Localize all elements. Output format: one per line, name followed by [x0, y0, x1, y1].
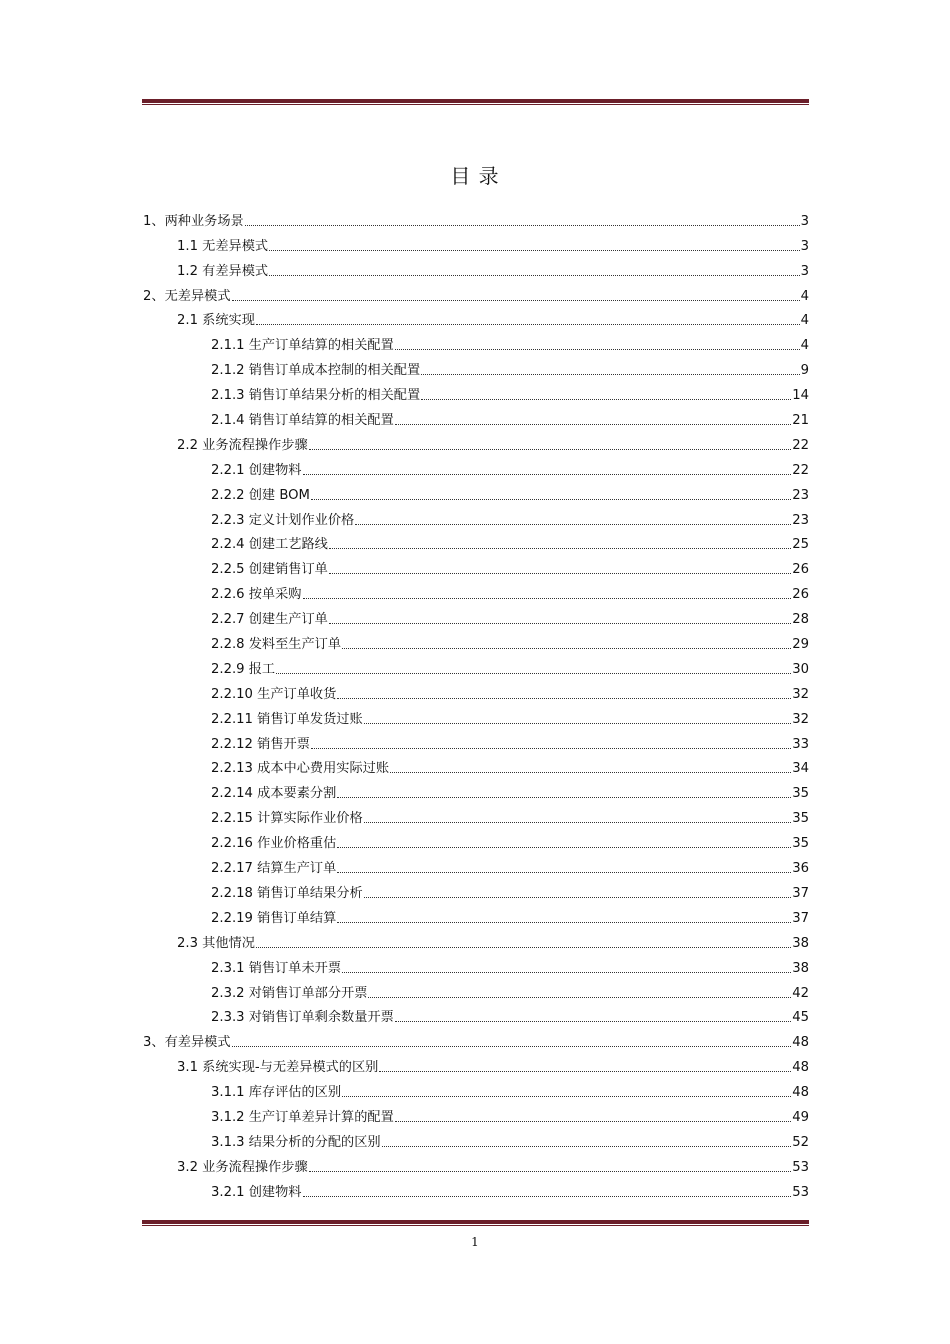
toc-entry[interactable] — [143, 329, 809, 354]
toc-entry[interactable] — [143, 454, 809, 479]
toc-leader-dots — [395, 348, 800, 350]
toc-leader-dots — [342, 971, 791, 973]
toc-entry[interactable] — [143, 827, 809, 852]
toc-entry-label: 2.2.11 销售订单发货过账 — [211, 711, 363, 727]
toc-entry-label: 2.2.1 创建物料 — [211, 462, 302, 478]
toc-entry-label: 2.2.10 生产订单收货 — [211, 686, 337, 702]
toc-leader-dots — [309, 1170, 792, 1172]
toc-entry-label: 3.1.3 结果分析的分配的区别 — [211, 1134, 381, 1150]
toc-entry[interactable] — [143, 479, 809, 504]
toc-entry-page: 38 — [792, 960, 809, 976]
toc-leader-dots — [232, 1045, 792, 1047]
toc-leader-dots — [303, 597, 792, 599]
toc-entry[interactable] — [143, 305, 809, 330]
toc-entry[interactable] — [143, 1126, 809, 1151]
toc-leader-dots — [382, 1145, 792, 1147]
toc-entry-page: 26 — [792, 587, 809, 603]
toc-leader-dots — [379, 1070, 791, 1072]
toc-entry[interactable] — [143, 354, 809, 379]
toc-entry-label: 2.3.3 对销售订单剩余数量开票 — [211, 1010, 394, 1026]
toc-entry[interactable] — [143, 205, 809, 230]
toc-entry-label: 2.2.2 创建 BOM — [211, 487, 310, 503]
toc-entry[interactable] — [143, 977, 809, 1002]
toc-leader-dots — [311, 747, 791, 749]
toc-entry-page: 23 — [792, 512, 809, 528]
toc-entry[interactable] — [143, 852, 809, 877]
toc-entry-page: 4 — [800, 313, 809, 329]
toc-leader-dots — [309, 448, 792, 450]
table-of-contents — [143, 205, 809, 1201]
toc-leader-dots — [390, 771, 791, 773]
footer-rule — [142, 1220, 809, 1226]
toc-entry-label: 3.1 系统实现-与无差异模式的区别 — [177, 1060, 379, 1076]
toc-entry-page: 53 — [792, 1184, 809, 1200]
toc-entry-page: 3 — [800, 263, 809, 279]
toc-entry-page: 33 — [792, 736, 809, 752]
toc-entry[interactable] — [143, 255, 809, 280]
toc-entry-page: 22 — [792, 437, 809, 453]
toc-entry[interactable] — [143, 1026, 809, 1051]
toc-entry[interactable] — [143, 1176, 809, 1201]
toc-leader-dots — [329, 547, 791, 549]
toc-entry-page: 34 — [792, 761, 809, 777]
toc-entry-label: 2.2.18 销售订单结果分析 — [211, 885, 363, 901]
toc-leader-dots — [245, 224, 800, 226]
toc-entry-page: 42 — [792, 985, 809, 1001]
toc-leader-dots — [269, 274, 800, 276]
toc-entry-page: 53 — [792, 1159, 809, 1175]
toc-entry-page: 4 — [800, 338, 809, 354]
toc-entry-page: 14 — [792, 388, 809, 404]
toc-entry-page: 48 — [792, 1060, 809, 1076]
toc-entry[interactable] — [143, 802, 809, 827]
toc-entry[interactable] — [143, 653, 809, 678]
toc-entry-page: 49 — [792, 1109, 809, 1125]
toc-leader-dots — [337, 796, 791, 798]
toc-entry-label: 1.1 无差异模式 — [177, 238, 269, 254]
toc-entry-label: 2.2.7 创建生产订单 — [211, 612, 328, 628]
toc-entry[interactable] — [143, 952, 809, 977]
toc-entry[interactable] — [143, 777, 809, 802]
toc-entry-page: 32 — [792, 711, 809, 727]
toc-entry-page: 36 — [792, 861, 809, 877]
toc-entry-page: 29 — [792, 637, 809, 653]
toc-entry[interactable] — [143, 877, 809, 902]
page-number: 1 — [471, 1235, 479, 1249]
toc-entry-label: 2.2.12 销售开票 — [211, 736, 310, 752]
toc-entry-label: 2.2.6 按单采购 — [211, 587, 302, 603]
toc-entry[interactable] — [143, 1151, 809, 1176]
toc-leader-dots — [232, 299, 800, 301]
toc-leader-dots — [342, 647, 791, 649]
toc-entry-page: 35 — [792, 786, 809, 802]
toc-entry[interactable] — [143, 628, 809, 653]
toc-entry-page: 45 — [792, 1010, 809, 1026]
toc-entry[interactable] — [143, 927, 809, 952]
toc-entry[interactable] — [143, 230, 809, 255]
toc-entry-label: 2.1.2 销售订单成本控制的相关配置 — [211, 363, 421, 379]
toc-entry[interactable] — [143, 429, 809, 454]
toc-entry-label: 2.2.9 报工 — [211, 661, 276, 677]
toc-entry-page: 9 — [800, 363, 809, 379]
toc-title: 目 录 — [450, 164, 500, 188]
toc-leader-dots — [256, 946, 791, 948]
toc-leader-dots — [256, 323, 800, 325]
toc-entry[interactable] — [143, 1002, 809, 1027]
toc-entry-label: 2.2.16 作业价格重估 — [211, 836, 337, 852]
toc-entry-label: 2.1.4 销售订单结算的相关配置 — [211, 413, 394, 429]
toc-entry-page: 37 — [792, 885, 809, 901]
toc-entry-page: 52 — [792, 1134, 809, 1150]
toc-entry[interactable] — [143, 1076, 809, 1101]
toc-entry-label: 2、无差异模式 — [143, 288, 231, 304]
toc-entry-label: 2.2.8 发料至生产订单 — [211, 637, 342, 653]
toc-entry-label: 1.2 有差异模式 — [177, 263, 269, 279]
toc-entry-label: 2.2.15 计算实际作业价格 — [211, 811, 363, 827]
toc-entry-page: 37 — [792, 910, 809, 926]
toc-leader-dots — [364, 896, 792, 898]
toc-entry-page: 21 — [792, 413, 809, 429]
toc-entry-page: 25 — [792, 537, 809, 553]
toc-entry-label: 2.2.19 销售订单结算 — [211, 910, 337, 926]
toc-entry-label: 2.3 其他情况 — [177, 935, 255, 951]
toc-entry-page: 32 — [792, 686, 809, 702]
toc-leader-dots — [368, 996, 791, 998]
toc-entry[interactable] — [143, 753, 809, 778]
toc-entry-page: 30 — [792, 661, 809, 677]
toc-leader-dots — [276, 672, 791, 674]
toc-entry[interactable] — [143, 578, 809, 603]
toc-entry-label: 3.2 业务流程操作步骤 — [177, 1159, 308, 1175]
toc-entry-page: 35 — [792, 836, 809, 852]
toc-entry[interactable] — [143, 603, 809, 628]
toc-entry-label: 3.1.2 生产订单差异计算的配置 — [211, 1109, 394, 1125]
toc-entry-label: 3.2.1 创建物料 — [211, 1184, 302, 1200]
toc-entry-label: 2.2.5 创建销售订单 — [211, 562, 328, 578]
toc-entry-label: 2.2.14 成本要素分割 — [211, 786, 337, 802]
toc-leader-dots — [337, 846, 791, 848]
toc-entry-label: 2.2.17 结算生产订单 — [211, 861, 337, 877]
toc-leader-dots — [303, 473, 792, 475]
toc-entry-page: 3 — [800, 213, 809, 229]
toc-leader-dots — [364, 821, 792, 823]
toc-leader-dots — [395, 423, 791, 425]
toc-leader-dots — [269, 249, 800, 251]
toc-entry-label: 2.3.2 对销售订单部分开票 — [211, 985, 368, 1001]
toc-entry[interactable] — [143, 529, 809, 554]
toc-leader-dots — [337, 697, 791, 699]
toc-entry[interactable] — [143, 379, 809, 404]
toc-leader-dots — [355, 523, 791, 525]
toc-leader-dots — [421, 373, 799, 375]
toc-entry-label: 2.2.13 成本中心费用实际过账 — [211, 761, 390, 777]
toc-entry-page: 35 — [792, 811, 809, 827]
toc-leader-dots — [303, 1195, 792, 1197]
toc-entry-page: 28 — [792, 612, 809, 628]
toc-entry-label: 2.2 业务流程操作步骤 — [177, 437, 308, 453]
toc-entry[interactable] — [143, 404, 809, 429]
toc-entry[interactable] — [143, 1051, 809, 1076]
header-rule — [142, 99, 809, 105]
toc-entry-page: 3 — [800, 238, 809, 254]
toc-entry-label: 2.1 系统实现 — [177, 313, 255, 329]
toc-entry[interactable] — [143, 728, 809, 753]
toc-leader-dots — [337, 921, 791, 923]
toc-leader-dots — [329, 572, 791, 574]
toc-leader-dots — [342, 1095, 791, 1097]
toc-leader-dots — [311, 498, 791, 500]
toc-entry-label: 2.2.3 定义计划作业价格 — [211, 512, 355, 528]
toc-leader-dots — [337, 871, 791, 873]
toc-entry-page: 48 — [792, 1035, 809, 1051]
toc-entry-label: 2.1.1 生产订单结算的相关配置 — [211, 338, 394, 354]
toc-entry[interactable] — [143, 902, 809, 927]
toc-entry-label: 3、有差异模式 — [143, 1035, 231, 1051]
toc-entry[interactable] — [143, 703, 809, 728]
toc-entry[interactable] — [143, 504, 809, 529]
toc-entry[interactable] — [143, 678, 809, 703]
toc-entry-page: 23 — [792, 487, 809, 503]
toc-entry-page: 26 — [792, 562, 809, 578]
toc-entry-page: 22 — [792, 462, 809, 478]
toc-entry[interactable] — [143, 553, 809, 578]
toc-entry[interactable] — [143, 1101, 809, 1126]
toc-leader-dots — [364, 722, 792, 724]
toc-entry-label: 2.3.1 销售订单未开票 — [211, 960, 342, 976]
toc-entry-page: 48 — [792, 1085, 809, 1101]
toc-entry-label: 3.1.1 库存评估的区别 — [211, 1085, 342, 1101]
toc-entry[interactable] — [143, 280, 809, 305]
toc-entry-page: 38 — [792, 935, 809, 951]
toc-leader-dots — [395, 1120, 791, 1122]
toc-entry-label: 1、两种业务场景 — [143, 213, 244, 229]
toc-entry-label: 2.2.4 创建工艺路线 — [211, 537, 328, 553]
toc-leader-dots — [395, 1020, 791, 1022]
toc-leader-dots — [329, 622, 791, 624]
toc-entry-label: 2.1.3 销售订单结果分析的相关配置 — [211, 388, 421, 404]
toc-entry-page: 4 — [800, 288, 809, 304]
toc-leader-dots — [421, 398, 791, 400]
